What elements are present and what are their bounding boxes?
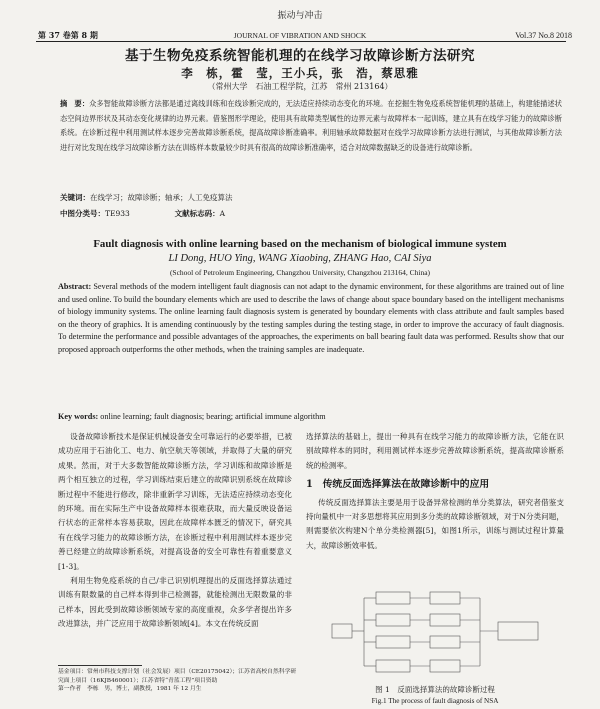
abstract-text-cn: 众多智能故障诊断方法都是通过离线训练和在线诊断完成的，无法适应持续动态变化的环境。在挖掘生物免疫系统智能机理的基础上，构建能描述状态空间边界形状及其动态变化规律的边界元素。借鉴图形学理论，使用具有故障类型属性的边界元素与故障样本一起训练，建立具有在线学习能力的故障诊断系统。在诊断过程中利用测试样本逐步完善故障诊断系统，提高故障诊断准确率。利用轴承故障数据对在线学习故障诊断方法进行测试，与其他故障诊断方法进行对比发现在线学习故障诊断方法在训练样本数量较少时具有很高的故障诊断准确率，适合对故障数据缺乏的设备进行故障诊断。 (60, 99, 562, 152)
keywords-cn (60, 192, 233, 203)
journal-name-cn: 振动与冲击 (277, 11, 323, 21)
keywords-text-en: online learning; fault diagnosis; bearing; artificial immune algorithm (100, 412, 326, 421)
abstract-label-en: Abstract: (58, 282, 92, 291)
paper-title-en: Fault diagnosis with online learning based on the mechanism of biological immune system (93, 238, 507, 250)
doc-value: A (219, 209, 225, 218)
clc-label: 中图分类号： (60, 209, 105, 218)
keywords-text-cn: 在线学习；故障诊断；轴承；人工免疫算法 (90, 193, 233, 202)
abstract-label-cn: 摘 要： (60, 99, 90, 108)
paper-title-cn: 基于生物免疫系统智能机理的在线学习故障诊断方法研究 (125, 48, 475, 64)
section-heading: 1 传统反面选择算法在故障诊断中的应用 (306, 479, 490, 491)
body-paragraph: 传统反面选择算法主要是用于设备异常检测的单分类算法，研究者借鉴支持向量机中一对多思想将其应用到多分类的故障诊断领域，对于N分类问题，则需要依次构建N个单分类检测器[5]，如图1所示，训练与测试过程计算量大，故障诊断效率低。 (306, 497, 564, 550)
figure-detector-block (376, 614, 410, 626)
footnote: 基金项目：常州市科技支撑计划（社会发展）项目（CE20175042）；江苏省高校自然科学研究面上项目（16KJB460001）；江苏省特“青蓝工程”项目资助 第一作者 李栋 男，博士，副教授，1981 年 12 月生 (58, 669, 297, 692)
authors-en: LI Dong, HUO Ying, WANG Xiaobing, ZHANG Hao, CAI Siya (168, 253, 432, 264)
affiliation-cn: （常州大学 石油工程学院，江苏 常州 213164） (207, 82, 393, 91)
keywords-en (58, 412, 326, 421)
figure-result-block (430, 660, 460, 672)
volume-en: Vol.37 No.8 2018 (515, 31, 572, 40)
figure-detector-block (376, 660, 410, 672)
figure-result-block (430, 636, 460, 648)
affiliation-en: (School of Petroleum Engineering, Changzhou University, Changzhou 213164, China) (169, 268, 431, 277)
volume-cn: 第 37 卷第 8 期 (38, 30, 98, 40)
body-paragraph: 利用生物免疫系统的自己/非己识别机理提出的反面选择算法通过训练有限数量的自己样本得到非己检测器，就能检测出无限数量的非己样本，因此受到故障诊断领域专家的高度重视，众多学者提出许多改进算法，并广泛应用于故障诊断领域[4]。本文在传统反面 (58, 576, 292, 629)
figure-caption-en: Fig.1 The process of fault diagnosis of NSA (371, 697, 499, 705)
figure-caption-cn: 图 1 反面选择算法的故障诊断过程 (375, 685, 495, 694)
abstract-en (58, 281, 564, 357)
figure-output-block (498, 622, 538, 640)
body-paragraph: 设备故障诊断技术是保证机械设备安全可靠运行的必要举措，已被成功应用于石油化工、电力、航空航天等领域，并取得了大量的研究成果。然而，对于大多数智能故障诊断方法，学习训练和故障诊断是两个相互独立的过程，学习训练结束后建立的故障识别系统在故障诊断过程中不能进行修改，除非重新学习训练，无法适应持续动态变化的环境。而在实际生产中设备故障样本很难获取，而大量反映设备运行状态的正常样本容易获取，因此在故障样本匮乏的情况下，研究具有在线学习能力的故障诊断方法，在诊断过程中利用测试样本逐步完善已经建立的故障诊断系统，对提高设备的安全可靠性有着重要意义[1-3]。 (58, 432, 292, 571)
figure-detector-block (376, 592, 410, 604)
keywords-label-cn: 关键词： (60, 193, 90, 202)
body-paragraph: 选择算法的基础上，提出一种具有在线学习能力的故障诊断方法，它能在识别故障样本的同时，利用测试样本逐步完善故障诊断系统，提高故障诊断系统的检测率。 (306, 432, 564, 470)
clc-value: TE933 (105, 209, 130, 218)
body-left-column (58, 430, 292, 632)
abstract-text-en: Several methods of the modern intelligent fault diagnosis can not adapt to the dynamic environment, for these algorithms are trained out of line and used online. To build the boundary elements which are used to describe the laws of change about space boundary based on the intelligent mechanisms of biology immunity systems. The online learning fault diagnosis system is generated by boundary elements with class attribute and fault samples based on the theory of graphics. It is amending continuously by the testing samples during the testing stage, in order to improve the accuracy of fault diagnosis. To determine the performance and possible advantages of the approaches, the experiments on ball bearing fault data was performed. Results show that our proposed approach outperforms the other methods, when the training samples are inadequate. (58, 282, 565, 354)
footnote-rule (58, 665, 142, 666)
classification-cn (60, 208, 225, 219)
figure-result-block (430, 614, 460, 626)
abstract-cn (60, 97, 562, 155)
keywords-label-en: Key words: (58, 412, 99, 421)
body-right-column (306, 430, 564, 553)
figure-input-block (332, 624, 352, 638)
figure-detector-block (376, 636, 410, 648)
journal-name-en: JOURNAL OF VIBRATION AND SHOCK (233, 31, 367, 40)
authors-cn: 李 栋，霍 莹，王小兵，张 浩，蔡思雅 (181, 66, 419, 80)
figure-result-block (430, 592, 460, 604)
header-rule (36, 41, 566, 42)
figure-1-diagram (330, 590, 544, 674)
doc-label: 文献标志码： (174, 209, 220, 218)
